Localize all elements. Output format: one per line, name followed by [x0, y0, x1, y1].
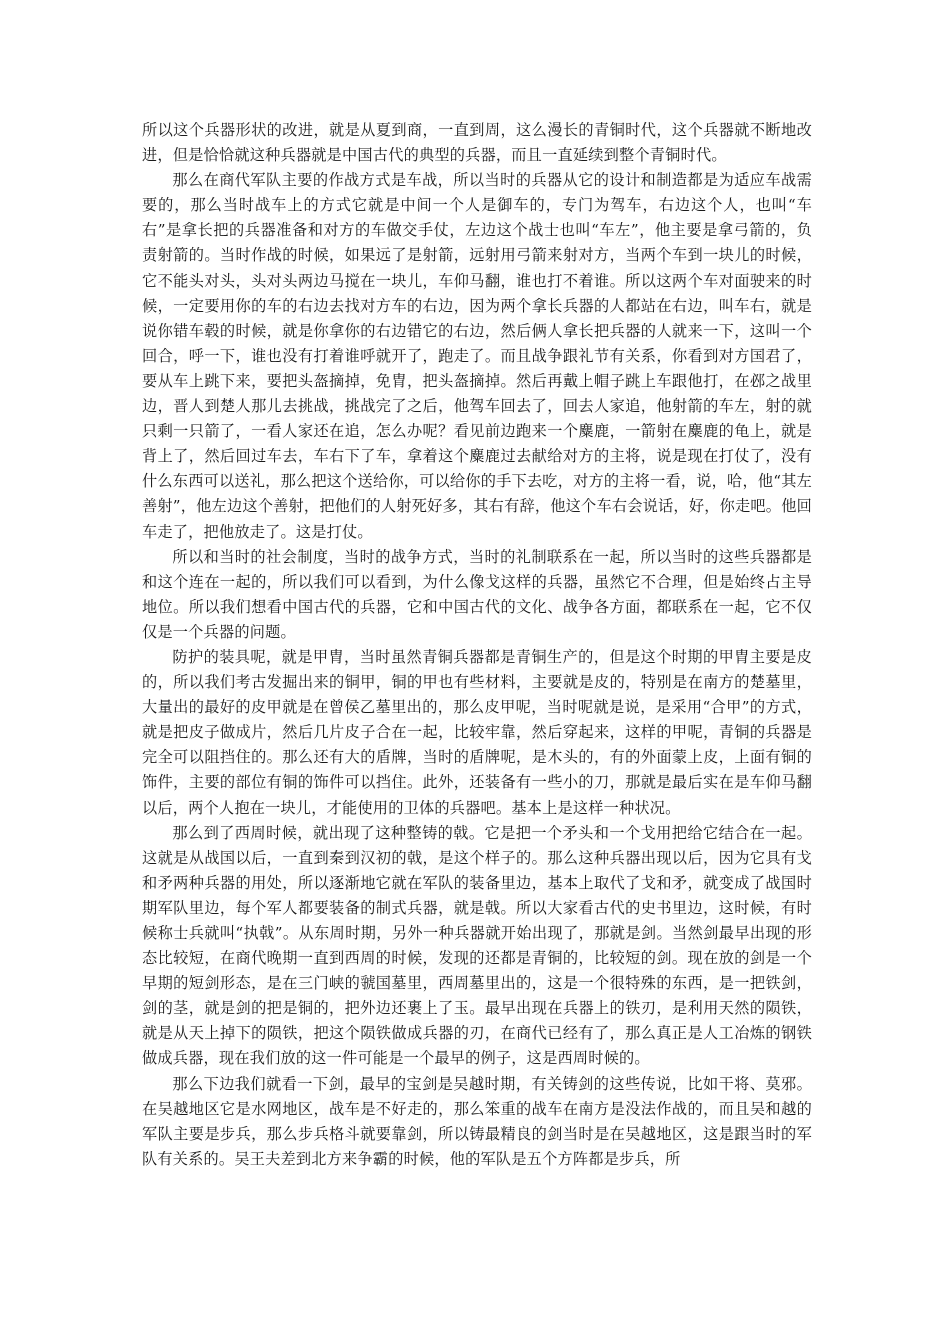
paragraph-6: 那么下边我们就看一下剑，最早的宝剑是吴越时期，有关铸剑的这些传说，比如干将、莫邪。在吴越地区它是水网地区，战车是不好走的，那么笨重的战车在南方是没法作战的，而且吴和越的军队主要是步兵，那么步兵格斗就要靠剑，所以铸最精良的剑当时是在吴越地区，这是跟当时的军队有关系的。吴王夫差到北方来争霸的时候，他的军队是五个方阵都是步兵，所 [142, 1074, 812, 1168]
paragraph-1: 所以这个兵器形状的改进，就是从夏到商，一直到周，这么漫长的青铜时代，这个兵器就不断地改进，但是恰恰就这种兵器就是中国古代的典型的兵器，而且一直延续到整个青铜时代。 [142, 121, 812, 165]
paragraph-4: 防护的装具呢，就是甲胄，当时虽然青铜兵器都是青铜生产的，但是这个时期的甲胄主要是皮的，所以我们考古发掘出来的铜甲，铜的甲也有些材料，主要就是皮的，特别是在南方的楚墓里，大量出的最好的皮甲就是在曾侯乙墓里出的，那么皮甲呢，当时呢就是说，是采用“合甲”的方式，就是把皮子做成片，然后几片皮子合在一起，比较牢靠，然后穿起来，这样的甲呢，青铜的兵器是完全可以阻挡住的。那么还有大的盾牌，当时的盾牌呢，是木头的，有的外面蒙上皮，上面有铜的饰件，主要的部位有铜的饰件可以挡住。此外，还装备有一些小的刀，那就是最后实在是车仰马翻以后，两个人抱在一块儿，才能使用的卫体的兵器吧。基本上是这样一种状况。 [142, 647, 812, 817]
paragraph-2: 那么在商代军队主要的作战方式是车战，所以当时的兵器从它的设计和制造都是为适应车战需要的，那么当时战车上的方式它就是中间一个人是御车的，专门为驾车，右边这个人，也叫“车右”是拿长把的兵器准备和对方的车做交手仗，左边这个战士也叫“车左”，他主要是拿弓箭的，负责射箭的。当时作战的时候，如果远了是射箭，远射用弓箭来射对方，当两个车到一块儿的时候，它不能头对头，头对头两边马搅在一块儿，车仰马翻，谁也打不着谁。所以这两个车对面驶来的时候，一定要用你的车的右边去找对方车的右边，因为两个拿长兵器的人都站在右边，叫车右，就是说你错车毂的时候，就是你拿你的右边错它的右边，然后俩人拿长把兵器的人就来一下，这叫一个回合，呼一下，谁也没有打着谁呼就开了，跑走了。而且战争跟礼节有关系，你看到对方国君了，要从车上跳下来，要把头盔摘掉，免胄，把头盔摘掉。然后再戴上帽子跳上车跟他打，在邲之战里边，晋人到楚人那儿去挑战，挑战完了之后，他驾车回去了，回去人家追，他射箭的车左，射的就只剩一只箭了，一看人家还在追，怎么办呢？看见前边跑来一个麋鹿，一箭射在麋鹿的龟上，就是背上了，然后回过车去，车右下了车，拿着这个麋鹿过去献给对方的主将，说是现在打仗了，没有什么东西可以送礼，那么把这个送给你，可以给你的手下去吃，对方的主将一看，说，哈，他“其左善射”，他左边这个善射，把他们的人射死好多，其右有辞，他这个车右会说话，好，你走吧。他回车走了，把他放走了。这是打仗。 [142, 171, 812, 541]
document-page [142, 118, 812, 1172]
paragraph-3: 所以和当时的社会制度，当时的战争方式，当时的礼制联系在一起，所以当时的这些兵器都是和这个连在一起的，所以我们可以看到，为什么像戈这样的兵器，虽然它不合理，但是始终占主导地位。所以我们想看中国古代的兵器，它和中国古代的文化、战争各方面，都联系在一起，它不仅仅是一个兵器的问题。 [142, 547, 812, 641]
paragraph-5: 那么到了西周时候，就出现了这种整铸的戟。它是把一个矛头和一个戈用把给它结合在一起。这就是从战国以后，一直到秦到汉初的戟，是这个样子的。那么这种兵器出现以后，因为它具有戈和矛两种兵器的用处，所以逐渐地它就在军队的装备里边，基本上取代了戈和矛，就变成了战国时期军队里边，每个军人都要装备的制式兵器，就是戟。所以大家看古代的史书里边，这时候，有时候称士兵就叫“执戟”。从东周时期，另外一种兵器就开始出现了，那就是剑。当然剑最早出现的形态比较短，在商代晚期一直到西周的时候，发现的还都是青铜的，比较短的剑。现在放的剑是一个早期的短剑形态，是在三门峡的虢国墓里，西周墓里出的，这是一个很特殊的东西，是一把铁剑，剑的茎，就是剑的把是铜的，把外边还裹上了玉。最早出现在兵器上的铁刃，是利用天然的陨铁，就是从天上掉下的陨铁，把这个陨铁做成兵器的刃，在商代已经有了，那么真正是人工冶炼的钢铁做成兵器，现在我们放的这一件可能是一个最早的例子，这是西周时候的。 [142, 823, 812, 1068]
